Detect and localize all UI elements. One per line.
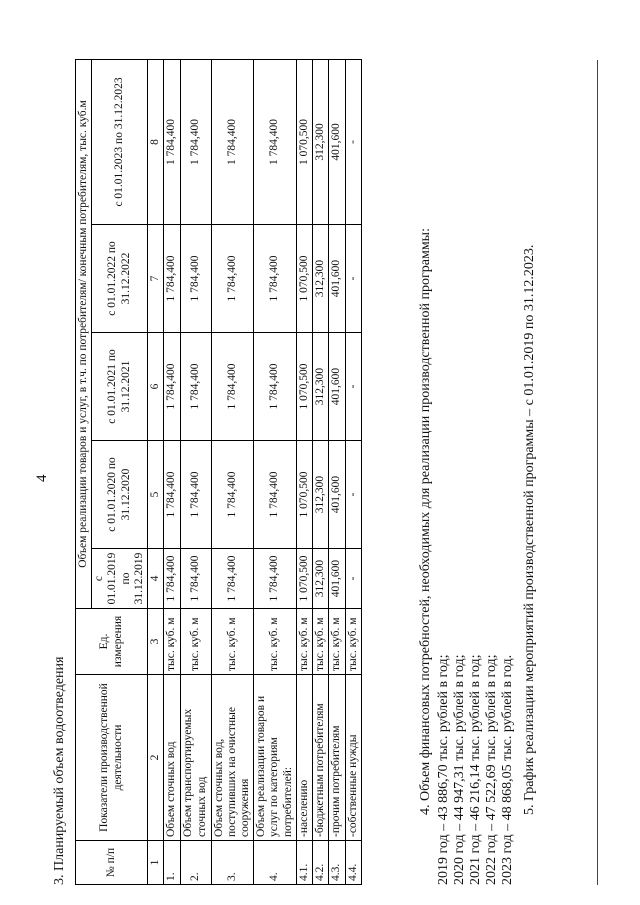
row-value: 1 784,400 [180,225,211,333]
table-row [345,59,361,884]
row-indicator: -собственные нужды [345,675,361,841]
row-value: 1 784,400 [254,333,297,441]
row-value: 1 784,400 [211,333,254,441]
row-number: 4.1. [296,841,312,885]
column-number: 7 [148,225,164,333]
table-row [296,59,312,884]
row-value: 312,300 [313,59,329,224]
row-value: 401,600 [329,549,345,609]
row-value: 401,600 [329,225,345,333]
row-unit: тыс. куб. м [211,609,254,675]
finance-line: 2022 год – 47 522,69 тыс. рублей в год; [484,654,499,885]
row-value: 1 784,400 [164,225,180,333]
row-value: 1 784,400 [254,59,297,224]
header-period: с 01.01.2023 по 31.12.2023 [92,59,148,224]
row-value: 1 070,500 [296,333,312,441]
row-value: 1 070,500 [296,59,312,224]
column-number: 3 [148,609,164,675]
row-indicator: Объем реализации товаров и услуг по категориям потребителей: [254,675,297,841]
row-value: 312,300 [313,549,329,609]
row-indicator: Объем сточных вод [164,675,180,841]
row-value: 1 784,400 [211,59,254,224]
table-row [164,59,180,884]
row-value: 1 070,500 [296,441,312,549]
row-value: 401,600 [329,441,345,549]
row-number: 4.3. [329,841,345,885]
row-unit: тыс. куб. м [329,609,345,675]
row-unit: тыс. куб. м [164,609,180,675]
row-value: 1 070,500 [296,225,312,333]
page-divider [597,60,598,885]
row-value: - [345,59,361,224]
row-value: 1 784,400 [211,441,254,549]
section-5-title: 5. График реализации мероприятий производственной программы – с 01.01.2019 по 31.12.2023. [522,244,537,815]
row-unit: тыс. куб. м [180,609,211,675]
row-indicator: Объем сточных вод, поступивших на очистные сооружения [211,675,254,841]
column-number: 1 [148,841,164,885]
row-unit: тыс. куб. м [254,609,297,675]
row-value: - [345,333,361,441]
column-number: 2 [148,675,164,841]
drainage-volume-table [75,59,362,885]
column-number: 6 [148,333,164,441]
row-indicator: -прочим потребителям [329,675,345,841]
row-value: 1 784,400 [164,549,180,609]
row-value: 1 784,400 [254,441,297,549]
row-unit: тыс. куб. м [313,609,329,675]
row-value: 1 784,400 [164,333,180,441]
row-value: 1 784,400 [211,549,254,609]
column-number: 8 [148,59,164,224]
row-value: 1 784,400 [180,333,211,441]
row-number: 3. [211,841,254,885]
section-4-title: 4. Объем финансовых потребностей, необходимых для реализации производственной программы: [418,228,433,815]
table-row [329,59,345,884]
section-3-title: 3. Планируемый объем водоотведения [52,656,67,885]
row-value: - [345,225,361,333]
column-number: 5 [148,441,164,549]
finance-line: 2019 год – 43 886,70 тыс. рублей в год; [436,654,451,885]
row-value: 1 784,400 [254,549,297,609]
row-value: 1 070,500 [296,549,312,609]
row-value: 1 784,400 [211,225,254,333]
row-value: 1 784,400 [164,59,180,224]
row-value: 1 784,400 [180,549,211,609]
header-period: с 01.01.2022 по 31.12.2022 [92,225,148,333]
row-value: 312,300 [313,441,329,549]
column-number: 4 [148,549,164,609]
row-unit: тыс. куб. м [345,609,361,675]
header-period: с 01.01.2019 по 31.12.2019 [92,549,148,609]
row-number: 4. [254,841,297,885]
row-value: - [345,549,361,609]
header-period: с 01.01.2020 по 31.12.2020 [92,441,148,549]
header-indicator: Показатели производственной деятельности [76,675,148,841]
row-value: 1 784,400 [180,441,211,549]
table-row [211,59,254,884]
header-period: с 01.01.2021 по 31.12.2021 [92,333,148,441]
page-number: 4 [34,474,50,482]
row-value: 1 784,400 [164,441,180,549]
row-number: 4.2. [313,841,329,885]
table-row [254,59,297,884]
row-value: 401,600 [329,59,345,224]
header-unit: Ед. измерения [76,609,148,675]
finance-line: 2023 год – 48 868,05 тыс. рублей в год. [500,654,515,885]
row-indicator: -бюджетным потребителям [313,675,329,841]
row-value: 401,600 [329,333,345,441]
row-value: 1 784,400 [180,59,211,224]
row-value: 312,300 [313,225,329,333]
table-row [313,59,329,884]
row-indicator: Объем транспортируемых сточных вод [180,675,211,841]
row-indicator: -населению [296,675,312,841]
row-number: 4.4. [345,841,361,885]
row-value: 312,300 [313,333,329,441]
table-row [180,59,211,884]
row-number: 2. [180,841,211,885]
row-value: 1 784,400 [254,225,297,333]
header-num: № п/п [76,841,148,885]
row-unit: тыс. куб. м [296,609,312,675]
row-value: - [345,441,361,549]
header-volume-group: Объем реализации товаров и услуг, в т.ч. по потребителям/ конечным потребителям, тыс. куб.м [76,59,92,608]
finance-line: 2021 год – 46 216,14 тыс. рублей в год; [468,654,483,885]
row-number: 1. [164,841,180,885]
finance-line: 2020 год – 44 947,31 тыс. рублей в год; [452,654,467,885]
